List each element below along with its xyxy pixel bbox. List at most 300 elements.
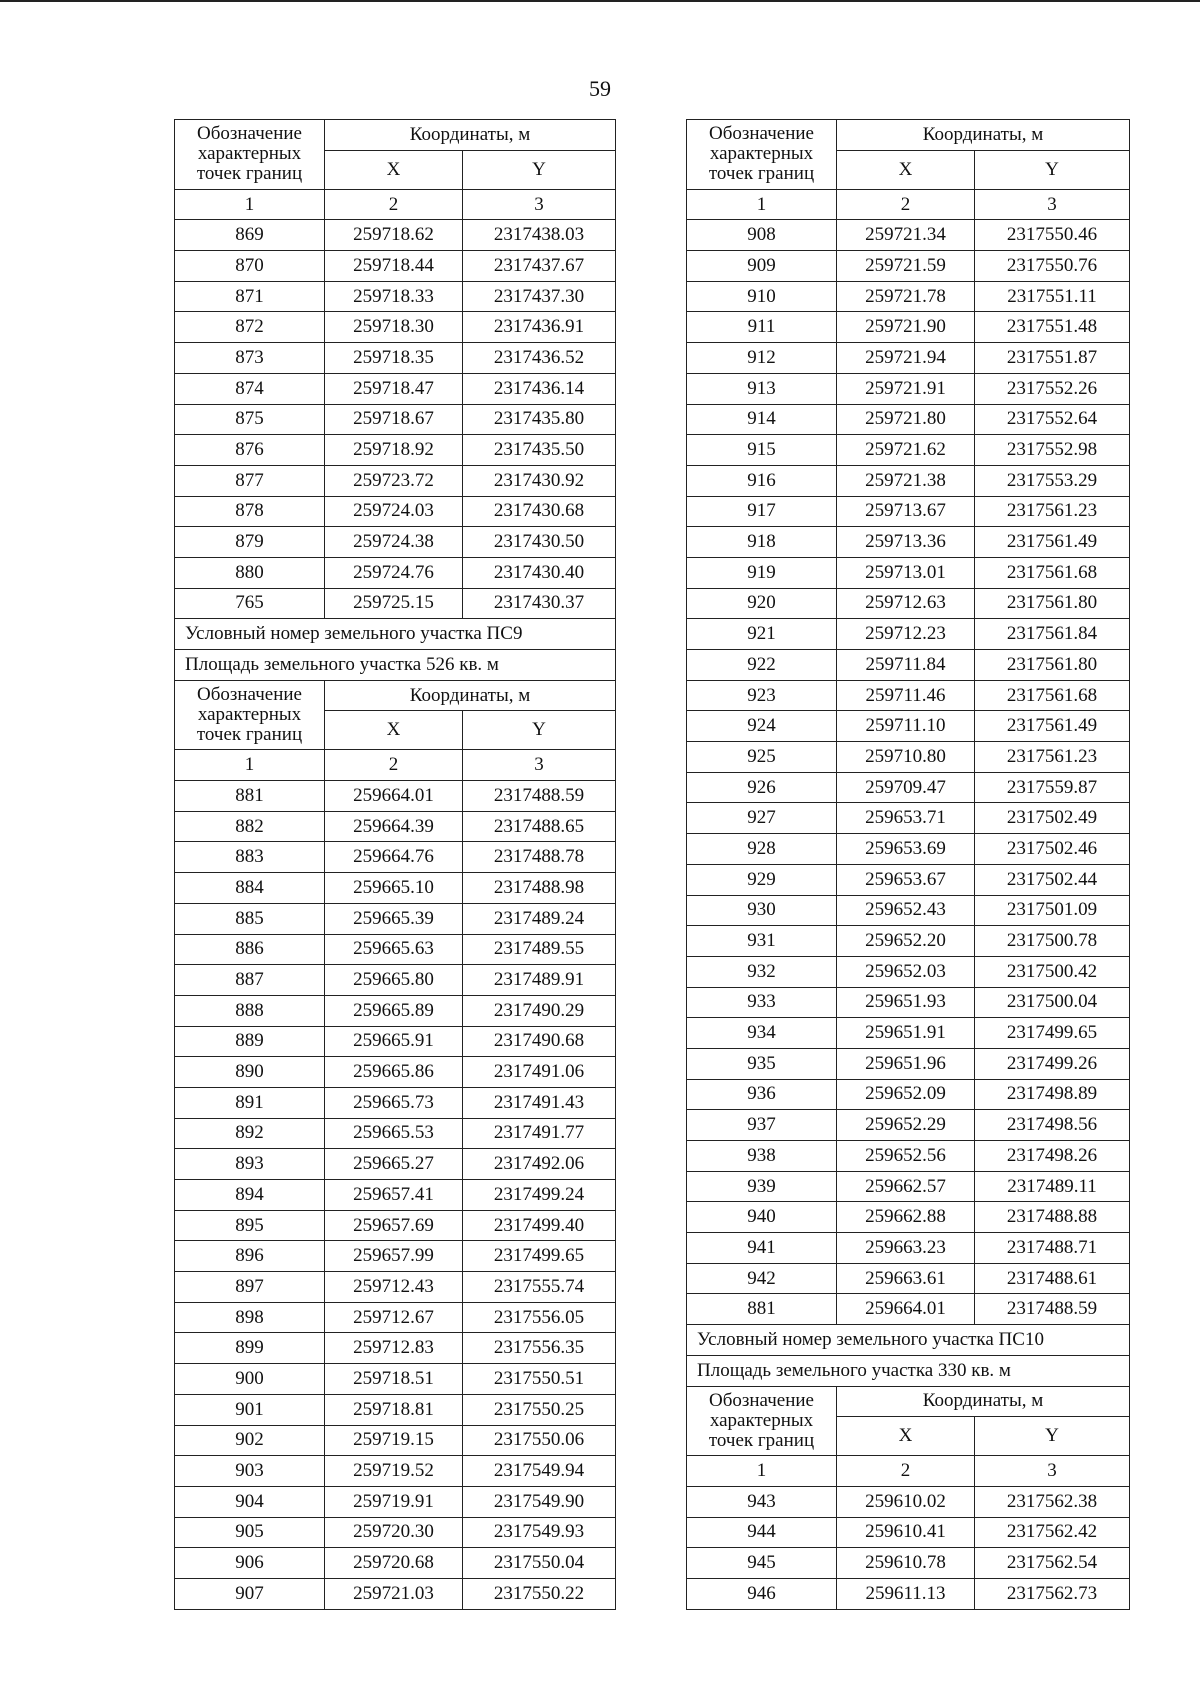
table-row [175,404,616,435]
table-row [687,1578,1130,1609]
y-coordinate-cell: 2317561.23 [975,496,1130,527]
point-id-cell: 908 [687,220,837,251]
x-coordinate-cell: 259664.01 [325,781,463,812]
point-id-cell: 945 [687,1548,837,1579]
x-coordinate-cell: 259721.91 [837,373,975,404]
point-id-cell: 884 [175,873,325,904]
x-coordinate-cell: 259718.51 [325,1364,463,1395]
x-coordinate-cell: 259651.93 [837,987,975,1018]
y-coordinate-cell: 2317502.44 [975,864,1130,895]
y-coordinate-cell: 2317488.78 [463,842,616,873]
table-row [175,873,616,904]
point-id-cell: 932 [687,956,837,987]
table-row [687,619,1130,650]
point-id-cell: 925 [687,742,837,773]
table-row [687,834,1130,865]
point-label-line: характерных [197,704,302,726]
table-row [687,711,1130,742]
x-coordinate-cell: 259711.10 [837,711,975,742]
table-row [175,312,616,343]
y-coordinate-cell: 2317561.49 [975,527,1130,558]
point-id-cell: 882 [175,811,325,842]
y-coordinate-cell: 2317550.76 [975,251,1130,282]
point-label-line: Обозначение [709,123,814,145]
x-coordinate-cell: 259724.76 [325,557,463,588]
y-coordinate-cell: 2317561.68 [975,680,1130,711]
coordinates-header: Координаты, м [837,1386,1130,1417]
table-row [687,1263,1130,1294]
table-row [175,1057,616,1088]
y-coordinate-cell: 2317489.11 [975,1171,1130,1202]
section-row [687,1355,1130,1386]
point-id-cell: 886 [175,934,325,965]
x-header: X [325,150,463,189]
point-id-cell: 875 [175,404,325,435]
point-id-cell: 904 [175,1486,325,1517]
y-coordinate-cell: 2317488.59 [975,1294,1130,1325]
column-number: 2 [325,750,463,781]
table-row [175,1548,616,1579]
table-row [175,1118,616,1149]
x-coordinate-cell: 259657.99 [325,1241,463,1272]
point-id-cell: 906 [175,1548,325,1579]
point-id-cell: 901 [175,1394,325,1425]
x-coordinate-cell: 259721.62 [837,435,975,466]
x-coordinate-cell: 259721.80 [837,404,975,435]
x-coordinate-cell: 259718.30 [325,312,463,343]
y-coordinate-cell: 2317499.65 [975,1018,1130,1049]
x-coordinate-cell: 259721.78 [837,281,975,312]
table-row [175,1394,616,1425]
point-id-cell: 900 [175,1364,325,1395]
table-row [687,220,1130,251]
point-id-cell: 880 [175,557,325,588]
point-id-cell: 909 [687,251,837,282]
point-id-cell: 910 [687,281,837,312]
y-coordinate-cell: 2317561.49 [975,711,1130,742]
x-coordinate-cell: 259721.94 [837,343,975,374]
x-coordinate-cell: 259724.03 [325,496,463,527]
table-row [175,781,616,812]
x-coordinate-cell: 259721.90 [837,312,975,343]
column-number: 3 [463,189,616,220]
table-row [175,965,616,996]
x-coordinate-cell: 259652.56 [837,1141,975,1172]
x-coordinate-cell: 259721.34 [837,220,975,251]
y-coordinate-cell: 2317553.29 [975,465,1130,496]
point-id-cell: 930 [687,895,837,926]
y-header: Y [463,150,616,189]
point-label-header [175,680,325,750]
point-id-cell: 892 [175,1118,325,1149]
y-coordinate-cell: 2317489.91 [463,965,616,996]
y-coordinate-cell: 2317561.68 [975,557,1130,588]
table-row [687,373,1130,404]
y-coordinate-cell: 2317499.26 [975,1048,1130,1079]
y-coordinate-cell: 2317430.68 [463,496,616,527]
point-id-cell: 919 [687,557,837,588]
point-id-cell: 940 [687,1202,837,1233]
table-row [687,1548,1130,1579]
table-row [175,527,616,558]
table-row [175,1456,616,1487]
point-id-cell: 913 [687,373,837,404]
table-row [687,1294,1130,1325]
table-row [687,680,1130,711]
header-row [687,1386,1130,1417]
x-coordinate-cell: 259652.09 [837,1079,975,1110]
x-coordinate-cell: 259665.73 [325,1087,463,1118]
point-id-cell: 899 [175,1333,325,1364]
column-number: 3 [463,750,616,781]
table-row [175,220,616,251]
y-coordinate-cell: 2317562.54 [975,1548,1130,1579]
table-row [175,1026,616,1057]
point-id-cell: 891 [175,1087,325,1118]
table-row [687,435,1130,466]
point-id-cell: 938 [687,1141,837,1172]
x-coordinate-cell: 259663.23 [837,1233,975,1264]
x-coordinate-cell: 259718.47 [325,373,463,404]
point-id-cell: 926 [687,772,837,803]
table-row [687,772,1130,803]
column-number: 3 [975,1456,1130,1487]
y-coordinate-cell: 2317491.06 [463,1057,616,1088]
y-coordinate-cell: 2317430.37 [463,588,616,619]
x-coordinate-cell: 259651.91 [837,1018,975,1049]
point-id-cell: 923 [687,680,837,711]
y-coordinate-cell: 2317500.04 [975,987,1130,1018]
y-coordinate-cell: 2317559.87 [975,772,1130,803]
table-row [175,343,616,374]
point-id-cell: 922 [687,650,837,681]
table-row [687,1233,1130,1264]
header-row [175,680,616,711]
x-coordinate-cell: 259712.67 [325,1302,463,1333]
column-number-row [687,1456,1130,1487]
table-row [687,588,1130,619]
coordinates-header: Координаты, м [325,120,616,151]
table-row [175,934,616,965]
table-row [175,842,616,873]
parcel-area-label: Площадь земельного участка 330 кв. м [687,1355,1130,1386]
y-coordinate-cell: 2317561.84 [975,619,1130,650]
y-coordinate-cell: 2317550.04 [463,1548,616,1579]
table-row [687,895,1130,926]
x-coordinate-cell: 259721.59 [837,251,975,282]
y-coordinate-cell: 2317488.88 [975,1202,1130,1233]
point-label-line: характерных [197,143,302,165]
y-coordinate-cell: 2317549.90 [463,1486,616,1517]
y-coordinate-cell: 2317551.48 [975,312,1130,343]
x-coordinate-cell: 259610.78 [837,1548,975,1579]
point-id-cell: 943 [687,1486,837,1517]
x-header: X [837,150,975,189]
y-header: Y [463,711,616,750]
y-coordinate-cell: 2317551.87 [975,343,1130,374]
point-id-cell: 888 [175,995,325,1026]
x-coordinate-cell: 259664.76 [325,842,463,873]
column-number: 2 [837,1456,975,1487]
point-id-cell: 924 [687,711,837,742]
section-row [687,1325,1130,1356]
x-coordinate-cell: 259719.52 [325,1456,463,1487]
point-id-cell: 929 [687,864,837,895]
right-column [686,119,1130,1610]
column-number: 1 [687,1456,837,1487]
x-coordinate-cell: 259664.39 [325,811,463,842]
y-coordinate-cell: 2317499.40 [463,1210,616,1241]
x-coordinate-cell: 259657.69 [325,1210,463,1241]
y-coordinate-cell: 2317561.80 [975,588,1130,619]
y-coordinate-cell: 2317501.09 [975,895,1130,926]
y-coordinate-cell: 2317562.42 [975,1517,1130,1548]
x-coordinate-cell: 259665.91 [325,1026,463,1057]
x-coordinate-cell: 259712.63 [837,588,975,619]
point-id-cell: 933 [687,987,837,1018]
table-row [175,1364,616,1395]
point-id-cell: 927 [687,803,837,834]
column-number: 2 [325,189,463,220]
x-coordinate-cell: 259652.03 [837,956,975,987]
x-coordinate-cell: 259652.20 [837,926,975,957]
y-coordinate-cell: 2317436.14 [463,373,616,404]
y-coordinate-cell: 2317562.38 [975,1486,1130,1517]
y-coordinate-cell: 2317488.65 [463,811,616,842]
x-coordinate-cell: 259665.53 [325,1118,463,1149]
point-id-cell: 765 [175,588,325,619]
column-number: 1 [175,189,325,220]
y-coordinate-cell: 2317437.30 [463,281,616,312]
table-row [175,1333,616,1364]
point-id-cell: 934 [687,1018,837,1049]
point-id-cell: 931 [687,926,837,957]
table-row [687,1202,1130,1233]
coordinates-header: Координаты, м [325,680,616,711]
point-id-cell: 942 [687,1263,837,1294]
x-coordinate-cell: 259665.86 [325,1057,463,1088]
table-row [175,1210,616,1241]
table-row [687,1110,1130,1141]
point-id-cell: 895 [175,1210,325,1241]
point-id-cell: 874 [175,373,325,404]
point-id-cell: 897 [175,1272,325,1303]
point-label-line: точек границ [708,1429,815,1451]
point-id-cell: 873 [175,343,325,374]
table-row [175,1272,616,1303]
point-id-cell: 877 [175,465,325,496]
table-row [175,1425,616,1456]
point-id-cell: 870 [175,251,325,282]
point-label-line: точек границ [196,163,303,185]
table-row [687,1486,1130,1517]
point-id-cell: 915 [687,435,837,466]
y-coordinate-cell: 2317436.91 [463,312,616,343]
column-number-row [175,750,616,781]
table-row [687,926,1130,957]
y-coordinate-cell: 2317550.22 [463,1578,616,1609]
x-coordinate-cell: 259718.35 [325,343,463,374]
x-coordinate-cell: 259665.27 [325,1149,463,1180]
point-id-cell: 944 [687,1517,837,1548]
table-row [687,742,1130,773]
y-coordinate-cell: 2317435.50 [463,435,616,466]
x-coordinate-cell: 259718.44 [325,251,463,282]
point-id-cell: 918 [687,527,837,558]
x-coordinate-cell: 259610.02 [837,1486,975,1517]
table-row [175,1517,616,1548]
point-id-cell: 896 [175,1241,325,1272]
x-coordinate-cell: 259611.13 [837,1578,975,1609]
point-id-cell: 902 [175,1425,325,1456]
table-row [687,987,1130,1018]
coordinates-header: Координаты, м [837,120,1130,151]
x-coordinate-cell: 259711.46 [837,680,975,711]
point-id-cell: 883 [175,842,325,873]
x-coordinate-cell: 259718.92 [325,435,463,466]
left-coordinates-table [174,119,616,1610]
y-header: Y [975,1417,1130,1456]
table-row [175,1486,616,1517]
point-id-cell: 881 [175,781,325,812]
table-row [175,1087,616,1118]
table-row [175,995,616,1026]
y-coordinate-cell: 2317498.26 [975,1141,1130,1172]
point-id-cell: 907 [175,1578,325,1609]
point-id-cell: 869 [175,220,325,251]
x-coordinate-cell: 259652.29 [837,1110,975,1141]
y-coordinate-cell: 2317556.05 [463,1302,616,1333]
y-coordinate-cell: 2317498.89 [975,1079,1130,1110]
y-coordinate-cell: 2317500.78 [975,926,1130,957]
point-id-cell: 903 [175,1456,325,1487]
table-row [687,1517,1130,1548]
y-coordinate-cell: 2317491.43 [463,1087,616,1118]
point-label-line: Обозначение [197,123,302,145]
point-id-cell: 937 [687,1110,837,1141]
y-coordinate-cell: 2317435.80 [463,404,616,435]
y-coordinate-cell: 2317549.93 [463,1517,616,1548]
table-row [687,527,1130,558]
left-column [174,119,616,1610]
x-coordinate-cell: 259723.72 [325,465,463,496]
x-coordinate-cell: 259718.33 [325,281,463,312]
y-coordinate-cell: 2317502.46 [975,834,1130,865]
x-coordinate-cell: 259721.38 [837,465,975,496]
table-row [175,1302,616,1333]
y-coordinate-cell: 2317550.06 [463,1425,616,1456]
x-coordinate-cell: 259711.84 [837,650,975,681]
y-coordinate-cell: 2317430.50 [463,527,616,558]
y-coordinate-cell: 2317550.51 [463,1364,616,1395]
table-row [687,404,1130,435]
point-id-cell: 916 [687,465,837,496]
column-number: 3 [975,189,1130,220]
y-coordinate-cell: 2317499.24 [463,1180,616,1211]
table-row [687,281,1130,312]
x-coordinate-cell: 259712.83 [325,1333,463,1364]
point-id-cell: 872 [175,312,325,343]
x-coordinate-cell: 259718.67 [325,404,463,435]
table-row [687,251,1130,282]
header-row [687,120,1130,151]
x-coordinate-cell: 259725.15 [325,588,463,619]
x-coordinate-cell: 259651.96 [837,1048,975,1079]
x-coordinate-cell: 259712.23 [837,619,975,650]
x-coordinate-cell: 259720.68 [325,1548,463,1579]
table-row [175,1241,616,1272]
y-coordinate-cell: 2317490.29 [463,995,616,1026]
y-coordinate-cell: 2317498.56 [975,1110,1130,1141]
table-row [687,557,1130,588]
point-label-line: Обозначение [709,1389,814,1411]
page-number: 59 [589,76,611,101]
x-coordinate-cell: 259718.81 [325,1394,463,1425]
y-coordinate-cell: 2317552.64 [975,404,1130,435]
y-coordinate-cell: 2317489.55 [463,934,616,965]
table-row [687,650,1130,681]
y-coordinate-cell: 2317438.03 [463,220,616,251]
point-id-cell: 894 [175,1180,325,1211]
point-label-header [687,1386,837,1456]
point-id-cell: 935 [687,1048,837,1079]
y-coordinate-cell: 2317551.11 [975,281,1130,312]
table-row [687,343,1130,374]
top-border-line [0,0,1200,2]
table-row [175,1180,616,1211]
table-row [175,557,616,588]
x-coordinate-cell: 259665.80 [325,965,463,996]
x-header: X [325,711,463,750]
point-id-cell: 893 [175,1149,325,1180]
y-coordinate-cell: 2317550.46 [975,220,1130,251]
point-id-cell: 881 [687,1294,837,1325]
header-row [175,120,616,151]
table-row [687,465,1130,496]
table-row [175,1149,616,1180]
point-id-cell: 876 [175,435,325,466]
y-coordinate-cell: 2317437.67 [463,251,616,282]
x-coordinate-cell: 259610.41 [837,1517,975,1548]
table-row [687,1171,1130,1202]
point-id-cell: 946 [687,1578,837,1609]
point-id-cell: 887 [175,965,325,996]
table-row [175,373,616,404]
x-coordinate-cell: 259665.39 [325,903,463,934]
x-coordinate-cell: 259652.43 [837,895,975,926]
y-coordinate-cell: 2317561.80 [975,650,1130,681]
x-coordinate-cell: 259720.30 [325,1517,463,1548]
table-row [687,312,1130,343]
point-id-cell: 898 [175,1302,325,1333]
column-number: 1 [687,189,837,220]
y-coordinate-cell: 2317561.23 [975,742,1130,773]
table-row [175,281,616,312]
x-header: X [837,1417,975,1456]
y-coordinate-cell: 2317500.42 [975,956,1130,987]
x-coordinate-cell: 259721.03 [325,1578,463,1609]
column-number-row [175,189,616,220]
y-coordinate-cell: 2317556.35 [463,1333,616,1364]
table-row [687,1018,1130,1049]
point-label-line: точек границ [708,163,815,185]
y-coordinate-cell: 2317489.24 [463,903,616,934]
y-coordinate-cell: 2317488.59 [463,781,616,812]
x-coordinate-cell: 259653.67 [837,864,975,895]
table-row [175,465,616,496]
table-row [687,803,1130,834]
table-row [175,1578,616,1609]
